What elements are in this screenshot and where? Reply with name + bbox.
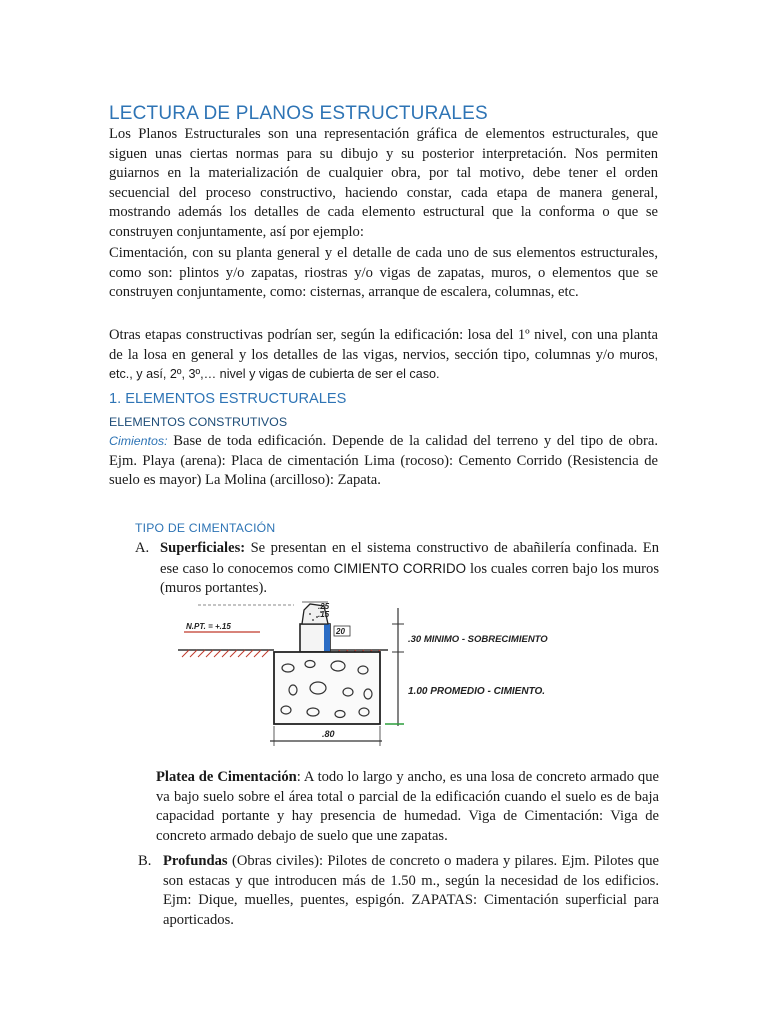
otras-etapas-sans-text: muros, etc., y así, 2º, 3º,… nivel y vigas de cubierta de ser el caso. bbox=[109, 347, 658, 382]
page-title: LECTURA DE PLANOS ESTRUCTURALES bbox=[109, 103, 488, 124]
cimiento-corrido-diagram bbox=[178, 598, 618, 748]
platea-label: Platea de Cimentación bbox=[156, 769, 297, 785]
superficiales-text-2: los cuales corren bajo los muros (muros portantes). bbox=[160, 560, 659, 597]
dim-20-label: 20 bbox=[336, 627, 345, 636]
list-item-profundas bbox=[138, 852, 659, 930]
superficiales-text-1: Se presentan en el sistema constructivo de abañilería confinada. En ese caso lo conocemos como bbox=[160, 540, 659, 577]
list-item-superficiales bbox=[135, 539, 659, 599]
cimientos-text: Base de toda edificación. Depende de la calidad del terreno y del tipo de obra. Ejm. Playa (arena): Placa de cimentación Lima (rocoso): Cemento Corrido (Resistencia de suelo es mayor) La Molina (arcilloso): Zapata. bbox=[109, 433, 658, 489]
subsection-heading-elementos-construtivos: ELEMENTOS CONSTRUTIVOS bbox=[109, 415, 288, 429]
otras-etapas-paragraph bbox=[109, 326, 658, 385]
ground-hatch-left bbox=[182, 650, 269, 657]
platea-text: : A todo lo largo y ancho, es una losa de concreto armado que va bajo suelo sobre el área total o parcial de la edificación cuando el suelo es de baja capacidad portante y hay presencia de humedad. Viga de Cimentación: Viga de concreto armado debajo de suelo que une zapatas. bbox=[156, 769, 659, 844]
cimientos-label: Cimientos: bbox=[109, 434, 168, 448]
intro-paragraph: Los Planos Estructurales son una representación gráfica de elementos estructurales, que siguen unas ciertas normas para su dibujo y su posterior interpretación. Nos permiten guiarnos en la materialización de cualquier obra, por tal motivo, debe tener el orden secuencial del proceso constructivo, haciendo constar, cada etapa de manera general, mostrando además los detalles de cada elemento estructural que la conforma o que se construyen conjuntamente, así por ejemplo: bbox=[109, 126, 658, 240]
otras-etapas-text: Otras etapas constructivas podrían ser, según la edificación: losa del 1º nivel, con una planta de la losa en general y los detalles de las vigas, nervios, sección tipo, columnas y/o bbox=[109, 327, 658, 363]
cimentacion-paragraph: Cimentación, con su planta general y el detalle de cada uno de sus elementos estructurales, como son: plintos y/o zapatas, riostras y/o vigas de zapatas, muros, o elementos que se construyen conjuntamente, como: cisternas, arranque de escalera, columnas, etc. bbox=[109, 245, 658, 301]
superficiales-label: Superficiales: bbox=[160, 540, 246, 556]
cimiento-label: 1.00 PROMEDIO - CIMIENTO. bbox=[408, 686, 546, 697]
dim-80-label: .80 bbox=[322, 729, 335, 739]
waterproof-strip bbox=[324, 624, 330, 654]
section-heading-elementos-estructurales: 1. ELEMENTOS ESTRUCTURALES bbox=[109, 391, 347, 407]
cimiento-corrido-term: CIMIENTO CORRIDO bbox=[333, 560, 467, 576]
tipo-cimentacion-heading: TIPO DE CIMENTACIÓN bbox=[135, 521, 276, 535]
dim-25-label: .25 bbox=[318, 602, 330, 611]
sobrecimiento-label: .30 MINIMO - SOBRECIMIENTO bbox=[408, 634, 548, 645]
list-marker-a: A. bbox=[135, 540, 150, 556]
platea-paragraph bbox=[156, 768, 659, 846]
dim-15-label: .15 bbox=[318, 610, 330, 619]
list-marker-b: B. bbox=[138, 853, 152, 869]
npt-label: N.PT. = +.15 bbox=[186, 622, 231, 631]
cimientos-paragraph bbox=[109, 432, 658, 491]
profundas-label: Profundas bbox=[163, 853, 228, 869]
profundas-text: (Obras civiles): Pilotes de concreto o madera y pilares. Ejm. Pilotes que son estacas y que introducen más de 1.50 m., según la necesidad de los edificios. Ejm: Dique, muelles, puentes, espigón. ZAPATAS: Cimentación superficial para aporticados. bbox=[163, 853, 659, 928]
